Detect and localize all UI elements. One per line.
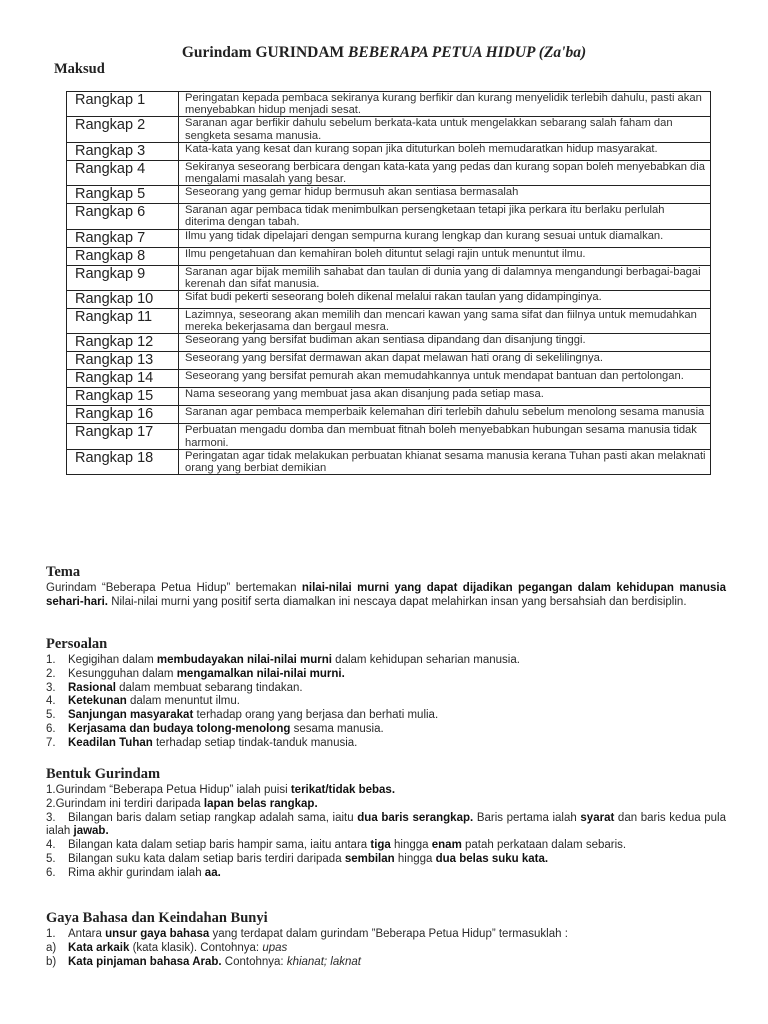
title-italic: BEBERAPA PETUA HIDUP (Za'ba) [348,44,587,61]
tema-paragraph: Gurindam “Beberapa Petua Hidup” bertemakan nilai-nilai murni yang dapat dijadikan pegangan dalam kehidupan manusia sehari-hari. Nilai-nilai murni yang positif serta diamalkan ini nescaya dapat melahirkan insan yang bersahsiah dan berdisiplin. [46,582,726,608]
rangkap-meaning: Saranan agar bijak memilih sahabat dan taulan di dunia yang di dalamnya mengandungi berbagai-bagai kerenah dan sifat manusia. [179,265,711,290]
rangkap-row [67,142,711,160]
rangkap-label: Rangkap 18 [67,449,179,474]
rangkap-row [67,265,711,290]
persoalan-section [46,636,726,751]
rangkap-row [67,186,711,204]
persoalan-item: 3. Rasional dalam membuat sebarang tindakan. [46,681,303,694]
rangkap-row [67,92,711,117]
rangkap-label: Rangkap 8 [67,247,179,265]
rangkap-row [67,160,711,185]
rangkap-row [67,449,711,474]
bentuk-item: 2.Gurindam ini terdiri daripada lapan belas rangkap. [46,797,318,810]
gaya-item: b) Kata pinjaman bahasa Arab. Contohnya: khianat; laknat [46,955,361,968]
rangkap-row [67,334,711,352]
rangkap-label: Rangkap 15 [67,388,179,406]
rangkap-meaning: Kata-kata yang kesat dan kurang sopan jika dituturkan boleh memudaratkan hidup masyarakat. [179,142,711,160]
rangkap-row [67,291,711,309]
tema-section [46,564,726,610]
gaya-section [46,910,726,969]
bentuk-item: 3. Bilangan baris dalam setiap rangkap adalah sama, iaitu dua baris serangkap. Baris pertama ialah syarat dan baris kedua pula ialah jawab. [46,811,727,838]
rangkap-label: Rangkap 12 [67,334,179,352]
gaya-item: a) Kata arkaik (kata klasik). Contohnya: upas [46,941,288,954]
bentuk-item: 1.Gurindam “Beberapa Petua Hidup” ialah puisi terikat/tidak bebas. [46,784,396,796]
rangkap-meaning: Seseorang yang gemar hidup bermusuh akan sentiasa bermasalah [179,186,711,204]
rangkap-meaning: Nama seseorang yang membuat jasa akan disanjung pada setiap masa. [179,388,711,406]
rangkap-row [67,424,711,449]
rangkap-row [67,406,711,424]
rangkap-label: Rangkap 7 [67,229,179,247]
rangkap-label: Rangkap 4 [67,160,179,185]
rangkap-label: Rangkap 16 [67,406,179,424]
rangkap-row [67,204,711,229]
rangkap-meaning: Seseorang yang bersifat budiman akan sentiasa dipandang dan disanjung tinggi. [179,334,711,352]
rangkap-label: Rangkap 6 [67,204,179,229]
rangkap-label: Rangkap 10 [67,291,179,309]
rangkap-label: Rangkap 5 [67,186,179,204]
rangkap-row [67,247,711,265]
rangkap-meaning: Peringatan kepada pembaca sekiranya kurang berfikir dan kurang menyelidik terlebih dahulu, pasti akan menyebabkan hidup menjadi sesat. [179,92,711,117]
rangkap-label: Rangkap 1 [67,92,179,117]
maksud-heading: Maksud [54,61,105,77]
rangkap-label: Rangkap 14 [67,370,179,388]
persoalan-item: 4. Ketekunan dalam menuntut ilmu. [46,695,240,708]
rangkap-meaning: Sekiranya seseorang berbicara dengan kata-kata yang pedas dan kurang sopan boleh menyebabkan dia mengalami masalah yang besar. [179,160,711,185]
rangkap-meaning: Saranan agar pembaca memperbaik kelemahan diri terlebih dahulu sebelum menolong sesama manusia [179,406,711,424]
rangkap-meaning: Sifat budi pekerti seseorang boleh dikenal melalui rakan taulan yang didampinginya. [179,291,711,309]
persoalan-item: 6. Kerjasama dan budaya tolong-menolong sesama manusia. [46,722,384,735]
gaya-heading: Gaya Bahasa dan Keindahan Bunyi [46,910,268,926]
rangkap-row [67,117,711,142]
persoalan-heading: Persoalan [46,636,108,652]
bentuk-item: 5. Bilangan suku kata dalam setiap baris terdiri daripada sembilan hingga dua belas suku kata. [46,852,549,865]
bentuk-item: 4. Bilangan kata dalam setiap baris hampir sama, iaitu antara tiga hingga enam patah perkataan dalam sebaris. [46,839,627,852]
rangkap-meaning: Lazimnya, seseorang akan memilih dan mencari kawan yang sama sifat dan fiilnya untuk memudahkan mereka bekerjasama dan bergaul mesra. [179,309,711,334]
bentuk-heading: Bentuk Gurindam [46,766,161,782]
rangkap-meaning: Saranan agar pembaca tidak menimbulkan persengketaan tetapi jika perkara itu berlaku perlulah diterima dengan tabah. [179,204,711,229]
page-title: Gurindam GURINDAM BEBERAPA PETUA HIDUP (Za'ba) [181,44,587,61]
persoalan-list [46,654,726,751]
rangkap-table [66,91,711,475]
rangkap-meaning: Saranan agar berfikir dahulu sebelum berkata-kata untuk mengelakkan sebarang salah faham dan sengketa sesama manusia. [179,117,711,142]
gaya-item: 1. Antara unsur gaya bahasa yang terdapat dalam gurindam ”Beberapa Petua Hidup” termasuklah : [46,928,568,940]
rangkap-label: Rangkap 9 [67,265,179,290]
tema-heading: Tema [46,564,81,580]
rangkap-label: Rangkap 17 [67,424,179,449]
persoalan-item: 5. Sanjungan masyarakat terhadap orang yang berjasa dan berhati mulia. [46,709,439,722]
rangkap-label: Rangkap 2 [67,117,179,142]
rangkap-meaning: Perbuatan mengadu domba dan membuat fitnah boleh menyebabkan hubungan sesama manusia tidak harmoni. [179,424,711,449]
rangkap-meaning: Peringatan agar tidak melakukan perbuatan khianat sesama manusia kerana Tuhan pasti akan melaknati orang yang berbiat demikian [179,449,711,474]
rangkap-row [67,370,711,388]
rangkap-row [67,309,711,334]
rangkap-meaning: Seseorang yang bersifat pemurah akan memudahkannya untuk mendapat bantuan dan pertolongan. [179,370,711,388]
bentuk-section [46,766,726,881]
rangkap-meaning: Ilmu yang tidak dipelajari dengan sempurna kurang lengkap dan kurang sesuai untuk diamalkan. [179,229,711,247]
rangkap-row [67,388,711,406]
bentuk-item: 6. Rima akhir gurindam ialah aa. [46,866,221,879]
persoalan-item: 1. Kegigihan dalam membudayakan nilai-nilai murni dalam kehidupan seharian manusia. [46,654,520,666]
persoalan-item: 7. Keadilan Tuhan terhadap setiap tindak-tanduk manusia. [46,736,358,749]
rangkap-meaning: Ilmu pengetahuan dan kemahiran boleh dituntut selagi rajin untuk menuntut ilmu. [179,247,711,265]
rangkap-meaning: Seseorang yang bersifat dermawan akan dapat melawan hati orang di sekelilingnya. [179,352,711,370]
rangkap-label: Rangkap 3 [67,142,179,160]
rangkap-row [67,352,711,370]
rangkap-label: Rangkap 13 [67,352,179,370]
rangkap-row [67,229,711,247]
rangkap-label: Rangkap 11 [67,309,179,334]
persoalan-item: 2. Kesungguhan dalam mengamalkan nilai-nilai murni. [46,667,345,680]
